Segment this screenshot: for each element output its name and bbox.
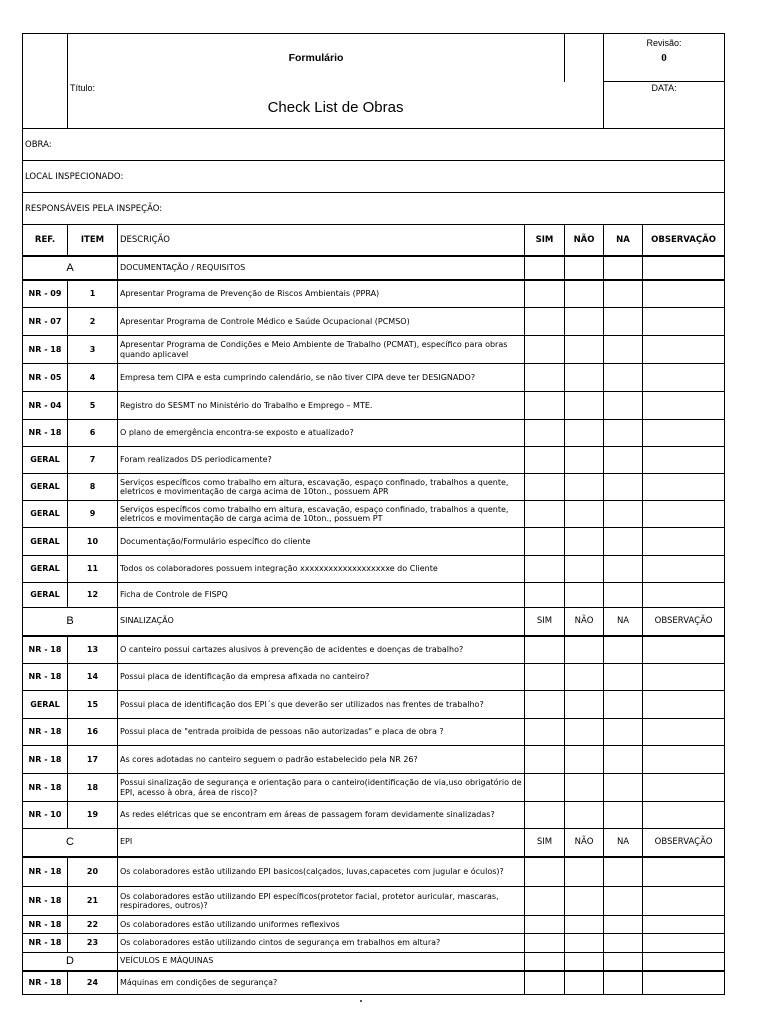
row-sim-checkbox[interactable] <box>525 636 565 664</box>
table-row <box>23 719 725 746</box>
row-ref: NR - 07 <box>23 308 68 336</box>
section-col-observacao: OBSERVAÇÃO <box>643 608 725 636</box>
row-descricao: Serviços específicos como trabalho em altura, escavação, espaço confinado, trabalhos a quente, eletricos e movimentação de carga acima de 10ton., possuem PT <box>118 501 525 528</box>
row-sim-checkbox[interactable] <box>525 474 565 501</box>
section-col-observacao: OBSERVAÇÃO <box>643 829 725 857</box>
row-nao-checkbox[interactable] <box>565 583 604 608</box>
table-row <box>23 501 725 528</box>
row-na-checkbox[interactable] <box>604 802 643 829</box>
section-cell <box>525 256 565 280</box>
col-observacao: OBSERVAÇÃO <box>643 225 725 256</box>
row-sim-checkbox[interactable] <box>525 664 565 691</box>
table-row <box>23 364 725 392</box>
row-nao-checkbox[interactable] <box>565 392 604 420</box>
section-cell <box>643 953 725 971</box>
row-sim-checkbox[interactable] <box>525 420 565 447</box>
section-col-na: NA <box>604 608 643 636</box>
section-cell <box>604 953 643 971</box>
row-descricao: Foram realizados DS periodicamente? <box>118 447 525 474</box>
row-nao-checkbox[interactable] <box>565 636 604 664</box>
row-item: 15 <box>68 691 118 719</box>
row-ref: NR - 18 <box>23 664 68 691</box>
row-nao-checkbox[interactable] <box>565 934 604 953</box>
row-nao-checkbox[interactable] <box>565 774 604 802</box>
row-na-checkbox[interactable] <box>604 719 643 746</box>
row-sim-checkbox[interactable] <box>525 583 565 608</box>
row-item: 10 <box>68 528 118 556</box>
row-nao-checkbox[interactable] <box>565 916 604 934</box>
row-item: 9 <box>68 501 118 528</box>
row-observacao-field[interactable] <box>643 916 725 934</box>
row-sim-checkbox[interactable] <box>525 501 565 528</box>
row-sim-checkbox[interactable] <box>525 934 565 953</box>
row-descricao: Possui sinalização de segurança e orientação para o canteiro(identificação de via,uso obrigatório de EPI, acesso à obra, área de risco)? <box>118 774 525 802</box>
table-row <box>23 887 725 916</box>
table-row <box>23 583 725 608</box>
row-sim-checkbox[interactable] <box>525 280 565 308</box>
row-na-checkbox[interactable] <box>604 280 643 308</box>
section-row <box>23 256 725 280</box>
row-observacao-field[interactable] <box>643 971 725 995</box>
row-item: 19 <box>68 802 118 829</box>
row-item: 3 <box>68 336 118 364</box>
row-item: 17 <box>68 746 118 774</box>
row-descricao: Possui placa de identificação da empresa afixada no canteiro? <box>118 664 525 691</box>
row-na-checkbox[interactable] <box>604 336 643 364</box>
row-ref: NR - 18 <box>23 934 68 953</box>
table-row <box>23 664 725 691</box>
section-letter: C <box>23 829 118 857</box>
row-item: 11 <box>68 556 118 583</box>
row-item: 18 <box>68 774 118 802</box>
section-cell <box>525 953 565 971</box>
col-item: ITEM <box>68 225 118 256</box>
row-observacao-field[interactable] <box>643 774 725 802</box>
row-descricao: Serviços específicos como trabalho em altura, escavação, espaço confinado, trabalhos a quente, eletricos e movimentação de carga acima de 10ton., possuem APR <box>118 474 525 501</box>
row-nao-checkbox[interactable] <box>565 691 604 719</box>
row-observacao-field[interactable] <box>643 934 725 953</box>
row-na-checkbox[interactable] <box>604 420 643 447</box>
row-nao-checkbox[interactable] <box>565 420 604 447</box>
table-row <box>23 420 725 447</box>
revision-cell <box>604 34 725 82</box>
row-nao-checkbox[interactable] <box>565 887 604 916</box>
row-observacao-field[interactable] <box>643 336 725 364</box>
row-ref: NR - 18 <box>23 636 68 664</box>
section-row <box>23 953 725 971</box>
row-observacao-field[interactable] <box>643 719 725 746</box>
row-ref: NR - 18 <box>23 887 68 916</box>
row-item: 4 <box>68 364 118 392</box>
row-observacao-field[interactable] <box>643 501 725 528</box>
row-nao-checkbox[interactable] <box>565 746 604 774</box>
row-na-checkbox[interactable] <box>604 556 643 583</box>
section-col-sim: SIM <box>525 829 565 857</box>
section-letter: D <box>23 953 118 971</box>
row-item: 12 <box>68 583 118 608</box>
table-row <box>23 336 725 364</box>
row-ref: NR - 04 <box>23 392 68 420</box>
row-observacao-field[interactable] <box>643 308 725 336</box>
row-na-checkbox[interactable] <box>604 916 643 934</box>
row-ref: NR - 18 <box>23 916 68 934</box>
table-row <box>23 774 725 802</box>
row-descricao: Apresentar Programa de Prevenção de Riscos Ambientais (PPRA) <box>118 280 525 308</box>
row-observacao-field[interactable] <box>643 691 725 719</box>
col-na: NA <box>604 225 643 256</box>
table-row <box>23 447 725 474</box>
row-item: 7 <box>68 447 118 474</box>
row-observacao-field[interactable] <box>643 857 725 887</box>
table-row <box>23 916 725 934</box>
section-cell <box>565 953 604 971</box>
row-sim-checkbox[interactable] <box>525 308 565 336</box>
section-cell <box>604 256 643 280</box>
section-row <box>23 829 725 857</box>
section-title: VEÍCULOS E MÁQUINAS <box>118 953 525 971</box>
row-sim-checkbox[interactable] <box>525 887 565 916</box>
row-observacao-field[interactable] <box>643 280 725 308</box>
row-sim-checkbox[interactable] <box>525 774 565 802</box>
local-field[interactable]: LOCAL INSPECIONADO: <box>23 161 725 193</box>
section-col-sim: SIM <box>525 608 565 636</box>
date-cell <box>604 82 725 129</box>
row-ref: NR - 05 <box>23 364 68 392</box>
table-row <box>23 746 725 774</box>
row-descricao: Os colaboradores estão utilizando uniformes reflexivos <box>118 916 525 934</box>
row-ref: NR - 18 <box>23 719 68 746</box>
row-descricao: Todos os colaboradores possuem integração xxxxxxxxxxxxxxxxxxxe do Cliente <box>118 556 525 583</box>
row-ref: GERAL <box>23 583 68 608</box>
row-ref: NR - 18 <box>23 420 68 447</box>
row-observacao-field[interactable] <box>643 474 725 501</box>
row-observacao-field[interactable] <box>643 528 725 556</box>
row-item: 13 <box>68 636 118 664</box>
row-nao-checkbox[interactable] <box>565 664 604 691</box>
table-row <box>23 691 725 719</box>
row-descricao: Apresentar Programa de Controle Médico e Saúde Ocupacional (PCMSO) <box>118 308 525 336</box>
row-na-checkbox[interactable] <box>604 501 643 528</box>
row-sim-checkbox[interactable] <box>525 746 565 774</box>
row-nao-checkbox[interactable] <box>565 556 604 583</box>
table-row <box>23 474 725 501</box>
row-item: 2 <box>68 308 118 336</box>
row-observacao-field[interactable] <box>643 887 725 916</box>
row-na-checkbox[interactable] <box>604 583 643 608</box>
table-row <box>23 934 725 953</box>
row-nao-checkbox[interactable] <box>565 719 604 746</box>
row-nao-checkbox[interactable] <box>565 802 604 829</box>
row-ref: NR - 09 <box>23 280 68 308</box>
row-descricao: Empresa tem CIPA e esta cumprindo calendário, se não tiver CIPA deve ter DESIGNADO? <box>118 364 525 392</box>
row-sim-checkbox[interactable] <box>525 364 565 392</box>
table-row <box>23 280 725 308</box>
row-observacao-field[interactable] <box>643 556 725 583</box>
row-sim-checkbox[interactable] <box>525 691 565 719</box>
responsaveis-field[interactable]: RESPONSÁVEIS PELA INSPEÇÃO: <box>23 193 725 225</box>
row-descricao: Registro do SESMT no Ministério do Trabalho e Emprego – MTE. <box>118 392 525 420</box>
row-descricao: As redes elétricas que se encontram em áreas de passagem foram devidamente sinalizadas? <box>118 802 525 829</box>
row-nao-checkbox[interactable] <box>565 447 604 474</box>
obra-field[interactable]: OBRA: <box>23 129 725 161</box>
section-letter: B <box>23 608 118 636</box>
revision-value: 0 <box>661 52 667 64</box>
row-item: 24 <box>68 971 118 995</box>
row-ref: GERAL <box>23 447 68 474</box>
section-cell <box>643 256 725 280</box>
row-ref: GERAL <box>23 528 68 556</box>
row-item: 16 <box>68 719 118 746</box>
row-na-checkbox[interactable] <box>604 774 643 802</box>
col-sim: SIM <box>525 225 565 256</box>
row-item: 5 <box>68 392 118 420</box>
row-sim-checkbox[interactable] <box>525 971 565 995</box>
section-col-nao: NÃO <box>565 829 604 857</box>
row-descricao: Documentação/Formulário específico do cliente <box>118 528 525 556</box>
row-sim-checkbox[interactable] <box>525 392 565 420</box>
row-na-checkbox[interactable] <box>604 746 643 774</box>
row-nao-checkbox[interactable] <box>565 474 604 501</box>
date-label: DATA: <box>651 83 677 93</box>
row-item: 1 <box>68 280 118 308</box>
row-nao-checkbox[interactable] <box>565 308 604 336</box>
row-ref: NR - 18 <box>23 774 68 802</box>
row-sim-checkbox[interactable] <box>525 916 565 934</box>
row-na-checkbox[interactable] <box>604 364 643 392</box>
title-cell <box>68 82 604 129</box>
revision-label: Revisão: <box>646 38 682 48</box>
col-descricao: DESCRIÇÃO <box>118 225 525 256</box>
row-nao-checkbox[interactable] <box>565 501 604 528</box>
row-observacao-field[interactable] <box>643 636 725 664</box>
row-descricao: O canteiro possui cartazes alusivos à prevenção de acidentes e doenças de trabalho? <box>118 636 525 664</box>
section-cell <box>565 256 604 280</box>
row-sim-checkbox[interactable] <box>525 528 565 556</box>
row-ref: NR - 18 <box>23 336 68 364</box>
table-row <box>23 308 725 336</box>
row-na-checkbox[interactable] <box>604 887 643 916</box>
section-row <box>23 608 725 636</box>
row-nao-checkbox[interactable] <box>565 857 604 887</box>
row-nao-checkbox[interactable] <box>565 336 604 364</box>
row-observacao-field[interactable] <box>643 392 725 420</box>
row-ref: NR - 18 <box>23 971 68 995</box>
row-observacao-field[interactable] <box>643 364 725 392</box>
table-row <box>23 802 725 829</box>
row-item: 21 <box>68 887 118 916</box>
row-ref: NR - 10 <box>23 802 68 829</box>
row-na-checkbox[interactable] <box>604 664 643 691</box>
table-row <box>23 857 725 887</box>
row-observacao-field[interactable] <box>643 583 725 608</box>
section-title: SINALIZAÇÃO <box>118 608 525 636</box>
row-descricao: As cores adotadas no canteiro seguem o padrão estabelecido pela NR 26? <box>118 746 525 774</box>
row-na-checkbox[interactable] <box>604 971 643 995</box>
row-na-checkbox[interactable] <box>604 857 643 887</box>
row-item: 6 <box>68 420 118 447</box>
row-ref: NR - 18 <box>23 857 68 887</box>
row-observacao-field[interactable] <box>643 664 725 691</box>
row-item: 14 <box>68 664 118 691</box>
row-na-checkbox[interactable] <box>604 691 643 719</box>
form-table <box>22 33 725 995</box>
table-row <box>23 971 725 995</box>
row-sim-checkbox[interactable] <box>525 857 565 887</box>
row-ref: GERAL <box>23 501 68 528</box>
row-na-checkbox[interactable] <box>604 934 643 953</box>
row-item: 22 <box>68 916 118 934</box>
row-descricao: Ficha de Controle de FISPQ <box>118 583 525 608</box>
section-col-nao: NÃO <box>565 608 604 636</box>
row-descricao: Os colaboradores estão utilizando EPI específicos(protetor facial, protetor auricular, mascaras, respiradores, outros)? <box>118 887 525 916</box>
section-letter: A <box>23 256 118 280</box>
row-nao-checkbox[interactable] <box>565 971 604 995</box>
row-observacao-field[interactable] <box>643 420 725 447</box>
section-title: DOCUMENTAÇÃO / REQUISITOS <box>118 256 525 280</box>
section-title: EPI <box>118 829 525 857</box>
row-descricao: Os colaboradores estão utilizando EPI basicos(calçados, luvas,capacetes com jugular e óculos)? <box>118 857 525 887</box>
row-descricao: Possui placa de "entrada proibida de pessoas não autorizadas" e placa de obra ? <box>118 719 525 746</box>
table-row <box>23 556 725 583</box>
section-col-na: NA <box>604 829 643 857</box>
row-nao-checkbox[interactable] <box>565 364 604 392</box>
row-observacao-field[interactable] <box>643 447 725 474</box>
logo-area <box>23 34 68 129</box>
row-nao-checkbox[interactable] <box>565 528 604 556</box>
form-code-cell <box>565 34 604 82</box>
col-nao: NÃO <box>565 225 604 256</box>
table-row <box>23 392 725 420</box>
row-item: 20 <box>68 857 118 887</box>
row-descricao: Máquinas em condições de segurança? <box>118 971 525 995</box>
row-descricao: Os colaboradores estão utilizando cintos de segurança em trabalhos em altura? <box>118 934 525 953</box>
page-title: Check List de Obras <box>267 98 404 116</box>
row-ref: GERAL <box>23 556 68 583</box>
row-observacao-field[interactable] <box>643 802 725 829</box>
checklist-form <box>22 33 724 995</box>
row-sim-checkbox[interactable] <box>525 802 565 829</box>
row-sim-checkbox[interactable] <box>525 447 565 474</box>
page-mark <box>360 1000 362 1002</box>
row-nao-checkbox[interactable] <box>565 280 604 308</box>
row-na-checkbox[interactable] <box>604 636 643 664</box>
table-row <box>23 636 725 664</box>
form-label: Formulário <box>68 34 565 82</box>
row-ref: NR - 18 <box>23 746 68 774</box>
row-item: 23 <box>68 934 118 953</box>
col-ref: REF. <box>23 225 68 256</box>
row-item: 8 <box>68 474 118 501</box>
row-descricao: O plano de emergência encontra-se exposto e atualizado? <box>118 420 525 447</box>
row-ref: GERAL <box>23 474 68 501</box>
row-na-checkbox[interactable] <box>604 474 643 501</box>
row-descricao: Apresentar Programa de Condições e Meio Ambiente de Trabalho (PCMAT), específico para obras quando aplicavel <box>118 336 525 364</box>
table-row <box>23 528 725 556</box>
row-sim-checkbox[interactable] <box>525 336 565 364</box>
row-sim-checkbox[interactable] <box>525 719 565 746</box>
row-na-checkbox[interactable] <box>604 392 643 420</box>
row-na-checkbox[interactable] <box>604 528 643 556</box>
row-ref: GERAL <box>23 691 68 719</box>
row-na-checkbox[interactable] <box>604 447 643 474</box>
row-descricao: Possui placa de identificação dos EPI´s que deverão ser utilizados nas frentes de trabalho? <box>118 691 525 719</box>
title-label: Título: <box>70 82 96 93</box>
row-observacao-field[interactable] <box>643 746 725 774</box>
row-na-checkbox[interactable] <box>604 308 643 336</box>
row-sim-checkbox[interactable] <box>525 556 565 583</box>
